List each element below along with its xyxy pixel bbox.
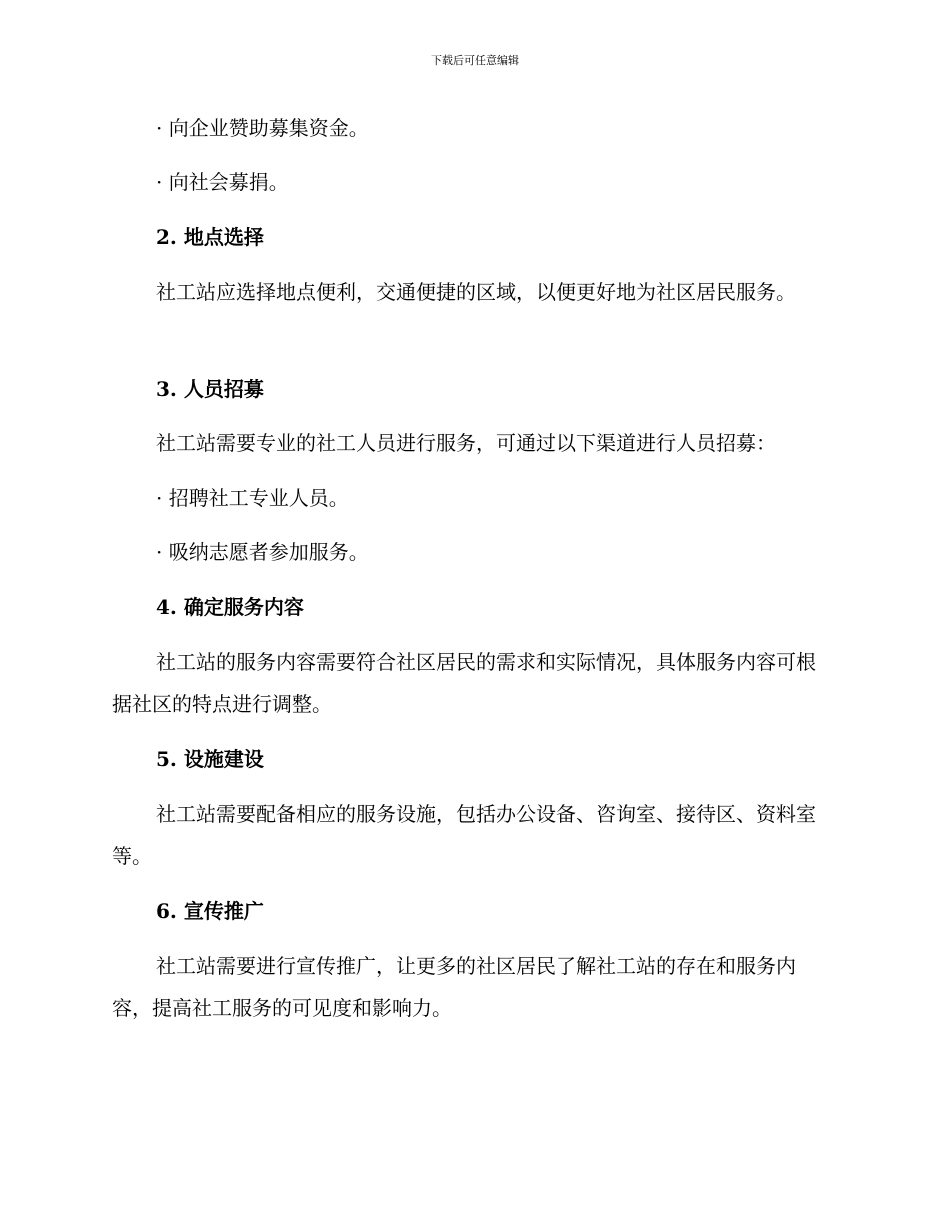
section-heading: 4. 确定服务内容 [156, 595, 304, 619]
bullet-item: · 招聘社工专业人员。 [156, 486, 349, 510]
paragraph: 社工站应选择地点便利，交通便捷的区域，以便更好地为社区居民服务。 [156, 280, 796, 304]
paragraph: 社工站需要进行宣传推广，让更多的社区居民了解社工站的存在和服务内容，提高社工服务的可见度和影响力。 [112, 954, 796, 1020]
bullet-item: · 向企业赞助募集资金。 [156, 116, 369, 140]
section-heading: 2. 地点选择 [156, 225, 264, 249]
section-heading: 5. 设施建设 [156, 747, 264, 771]
bullet-item: · 吸纳志愿者参加服务。 [156, 540, 369, 564]
section-heading: 6. 宣传推广 [156, 899, 264, 923]
section-heading: 3. 人员招募 [156, 377, 264, 401]
paragraph: 社工站需要专业的社工人员进行服务，可通过以下渠道进行人员招募： [156, 431, 776, 455]
bullet-item: · 向社会募捐。 [156, 170, 289, 194]
paragraph: 社工站需要配备相应的服务设施，包括办公设备、咨询室、接待区、资料室等。 [112, 802, 816, 868]
paragraph: 社工站的服务内容需要符合社区居民的需求和实际情况，具体服务内容可根据社区的特点进行调整。 [112, 650, 816, 716]
page-header: 下载后可任意编辑 [431, 54, 519, 67]
